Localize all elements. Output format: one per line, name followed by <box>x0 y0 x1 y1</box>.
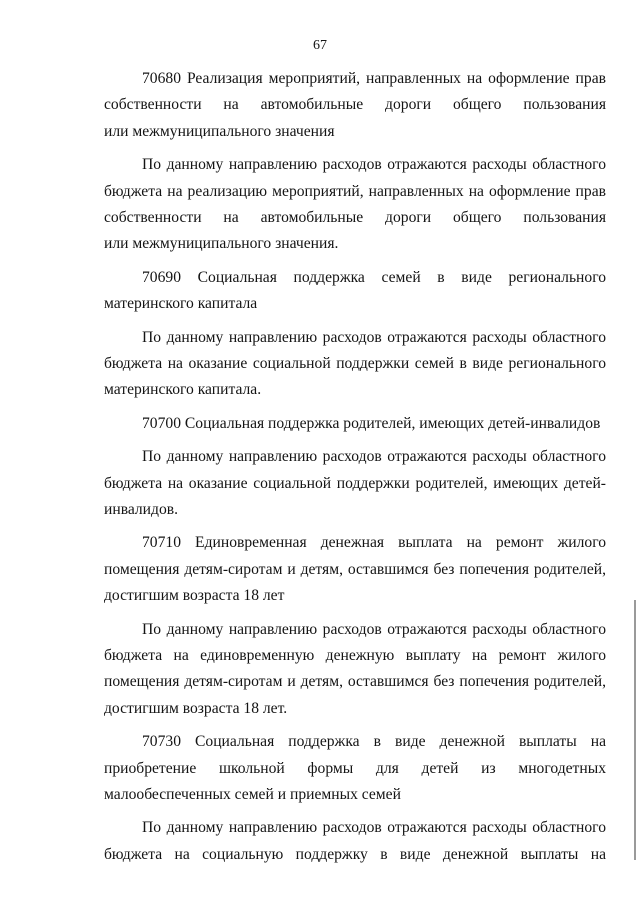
paragraph-70710-heading <box>104 530 606 609</box>
text-line: По данному направлению расходов отражаются расходы областного <box>142 620 606 638</box>
text-line: собственности на автомобильные дороги общего пользования <box>104 96 606 114</box>
scan-edge-mark <box>634 600 636 860</box>
paragraph-70710-description <box>104 617 606 723</box>
text-line: 70710 Единовременная денежная выплата на ремонт жилого <box>142 534 606 552</box>
text-line: помещения детям-сиротам и детям, оставшимся без попечения родителей, <box>104 560 606 578</box>
text-line: По данному направлению расходов отражаются расходы областного <box>142 328 606 346</box>
text-line: достигшим возраста 18 лет <box>104 587 285 605</box>
text-line: По данному направлению расходов отражаются расходы областного <box>142 156 606 174</box>
text-line: помещения детям-сиротам и детям, оставшимся без попечения родителей, <box>104 673 606 691</box>
paragraph-70700-description <box>104 444 606 523</box>
paragraph-70680-description <box>104 152 606 258</box>
text-line: приобретение школьной формы для детей из многодетных <box>104 759 606 777</box>
text-line: бюджета на оказание социальной поддержки родителей, имеющих детей- <box>104 474 606 492</box>
text-line: 70680 Реализация мероприятий, направленных на оформление прав <box>142 70 606 87</box>
text-line: малообеспеченных семей и приемных семей <box>104 785 401 803</box>
text-line: материнского капитала <box>104 295 258 313</box>
text-line: собственности на автомобильные дороги общего пользования <box>104 208 606 226</box>
text-line: бюджета на социальную поддержку в виде денежной выплаты на <box>104 845 606 863</box>
paragraph-70690-heading <box>104 265 606 318</box>
text-line: 70700 Социальная поддержка родителей, имеющих детей-инвалидов <box>142 414 601 432</box>
text-line: или межмуниципального значения <box>104 122 335 140</box>
paragraph-70700-heading <box>104 411 606 437</box>
text-line: 70690 Социальная поддержка семей в виде регионального <box>142 268 606 286</box>
paragraph-70680-heading <box>104 66 606 145</box>
paragraph-70730-description <box>104 815 606 868</box>
text-line: бюджета на реализацию мероприятий, направленных на оформление прав <box>104 182 606 200</box>
paragraph-70690-description <box>104 325 606 404</box>
page-number: 67 <box>313 38 327 53</box>
text-line: По данному направлению расходов отражаются расходы областного <box>142 448 606 466</box>
text-line: бюджета на единовременную денежную выплату на ремонт жилого <box>104 646 606 664</box>
text-line: инвалидов. <box>104 500 179 518</box>
text-line: 70730 Социальная поддержка в виде денежной выплаты на <box>142 733 606 751</box>
text-line: материнского капитала. <box>104 381 262 399</box>
text-line: достигшим возраста 18 лет. <box>104 699 288 717</box>
text-line: бюджета на оказание социальной поддержки семей в виде регионального <box>104 354 606 372</box>
paragraph-70730-heading <box>104 729 606 808</box>
text-line: По данному направлению расходов отражаются расходы областного <box>142 819 606 837</box>
text-line: или межмуниципального значения. <box>104 235 339 253</box>
document-body <box>104 66 606 868</box>
